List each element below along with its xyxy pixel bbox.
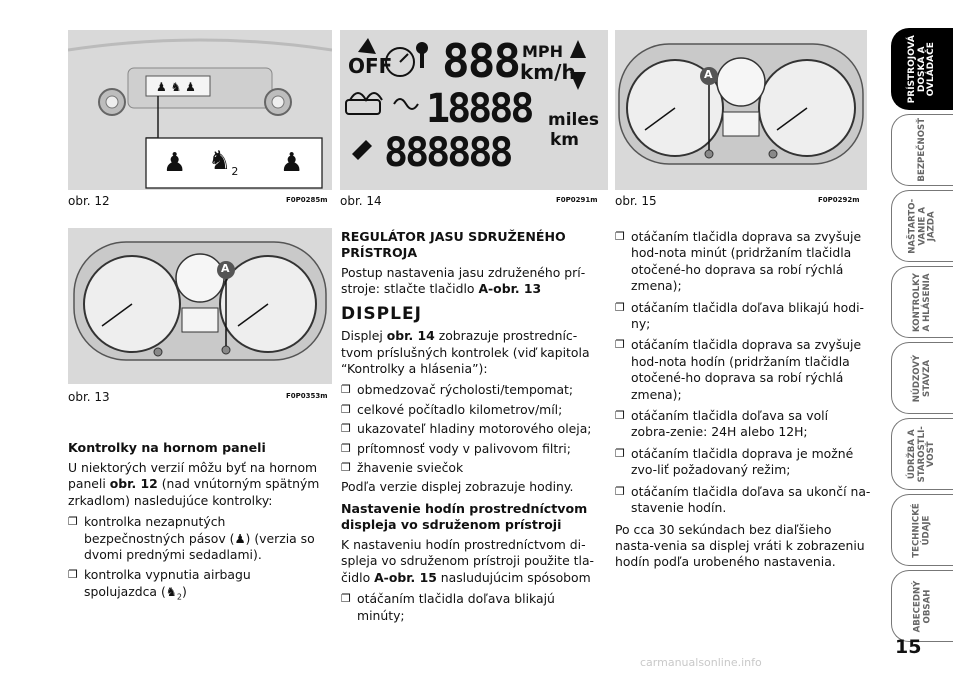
tab-emergency[interactable]: NÚDZOVÝ STAVZA [891,342,953,414]
seatbelt-icon: ♟ [234,530,246,546]
figure-13-code: F0P0353m [286,392,328,400]
brightness-text: Postup nastavenia jasu združeného prí-stroje: stlačte tlačidlo A-obr. 13 [341,265,586,297]
tab-instrument-panel[interactable]: PRÍSTROJOVÁ DOSKA A OVLÁDAČE [891,28,953,110]
figure-14-label: obr. 14 [340,194,382,208]
display-item: ❐ celkové počítadlo kilometrov/míl; [341,402,603,418]
clock-step: ❐ otáčaním tlačidla doľava blikajú hodi-ny; [615,300,871,333]
tab-starting-driving[interactable]: NAŠTARTO- VANIE A JAZDA [891,190,953,262]
display-unit-km: km [550,130,580,150]
display-off-text: OFF [348,54,393,78]
tab-warning-lights[interactable]: KONTROLKY A HLÁSENIA [891,266,953,338]
figure-14 [340,30,608,190]
upper-panel-intro: U niektorých verzií môžu byť na hornom paneli obr. 12 (nad vnútorným spätným zrkadlom) nasledujúce kontrolky: [68,460,320,508]
display-unit-kmh: km/h [520,60,576,84]
display-unit-mph: MPH [522,42,564,61]
chapter-tabs [891,28,960,640]
seatbelt-item: ❐ kontrolka nezapnutých bezpečnostných pásov (♟) (verzia so dvomi prednými sedadlami). [68,514,326,563]
display-text: Displej obr. 14 zobrazuje prostredníc-tvom príslušných kontrolek (viď kapitola “Kontrolky a hlásenia”): [341,328,590,377]
display-trip-digits: 888888 [384,130,511,176]
airbag-item: ❐ kontrolka vypnutia airbagu spolujazdca $(♞_2)$ [68,567,326,605]
clock-step: ❐ otáčaním tlačidla doprava je možné zvo-liť požadovaný režim; [615,446,871,479]
clock-step: ❐ otáčaním tlačidla doprava sa zvyšuje hod-nota hodín (pridržaním tlačidla otočené-ho doprava sa robí rýchlá zmena); [615,337,871,403]
airbag-off-icon: $♞_2$ [208,146,239,179]
clock-step: ❐ otáčaním tlačidla doprava sa zvyšuje hod-nota minút (pridržaním tlačidla otočené-ho doprava sa robí rýchlá zmena); [615,229,871,295]
display-speed-digits: 888 [442,34,520,88]
instrument-cluster-15 [615,30,867,190]
tab-maintenance[interactable]: ÚDRŽBA A STAROSTLI- VOSŤ [891,418,953,490]
instrument-cluster-13 [68,228,332,384]
clock-timeout-text: Po cca 30 sekúndach bez diaľšieho nasta-venia sa displej vráti k zobrazeniu hodín podľa urobeného nastavenia. [615,521,865,570]
display-item: ❐ obmedzovač rýcholosti/tempomat; [341,382,603,398]
clock-step: ❐ otáčaním tlačidla doľava sa volí zobra-zenie: 24H alebo 12H; [615,408,871,441]
airbag-icon: $♞_2$ [165,583,182,602]
tab-safety[interactable]: BEZPEČNOSŤ [891,114,953,186]
button-a-marker-13: A [221,262,230,275]
svg-text:♟ ♞ ♟: ♟ ♞ ♟ [156,80,196,94]
column-3 [615,229,871,576]
figure-12-code: F0P0285m [286,196,328,204]
figure-12 [68,30,332,190]
display-item: ❐ ukazovateľ hladiny motorového oleja; [341,421,603,437]
column-2 [341,229,603,627]
clock-setting-heading: Nastavenie hodín prostredníctvom displeja vo sdruženom prístroji [341,500,588,532]
display-odo-digits: 18888 [426,86,532,132]
tab-index[interactable]: ABECEDNÝ OBSAH [891,570,953,642]
figure-15-label: obr. 15 [615,194,657,208]
figure-12-label: obr. 12 [68,194,110,208]
display-item: ❐ prítomnosť vody v palivovom filtri; [341,441,603,457]
figure-13 [68,228,332,384]
clock-step: ❐ otáčaním tlačidla doľava blikajú minúty; [341,591,603,624]
tab-technical-data[interactable]: TECHNICKÉ ÚDAJE [891,494,953,566]
display-item: ❐ žhavenie sviečok [341,460,603,476]
watermark: carmanualsonline.info [640,656,762,669]
figure-14-code: F0P0291m [556,196,598,204]
display-unit-miles: miles [548,110,600,130]
upper-panel-heading: Kontrolky na hornom paneli [68,440,266,455]
display-heading: DISPLEJ [341,303,422,324]
button-a-marker: A [704,68,713,81]
clock-setting-text: K nastaveniu hodín prostredníctvom di-spleja vo sdruženom prístroji použite tla-čidlo A-obr. 15 nasludujúcim spósobom [341,536,595,585]
figure-15 [615,30,867,190]
clock-step: ❐ otáčaním tlačidla doľava sa ukončí na-stavenie hodín. [615,484,871,517]
column-1 [68,440,326,609]
brightness-heading: REGULÁTOR JASU SDRUŽENÉHO PRÍSTROJA [341,229,566,260]
clock-note: Podľa verzie displej zobrazuje hodiny. [341,479,574,495]
seatbelt-warning-icon: ♟ [163,148,187,178]
page-number: 15 [895,636,922,658]
seatbelt-warning-icon-right: ♟ [280,148,304,178]
figure-13-label: obr. 13 [68,390,110,404]
figure-15-code: F0P0292m [818,196,860,204]
